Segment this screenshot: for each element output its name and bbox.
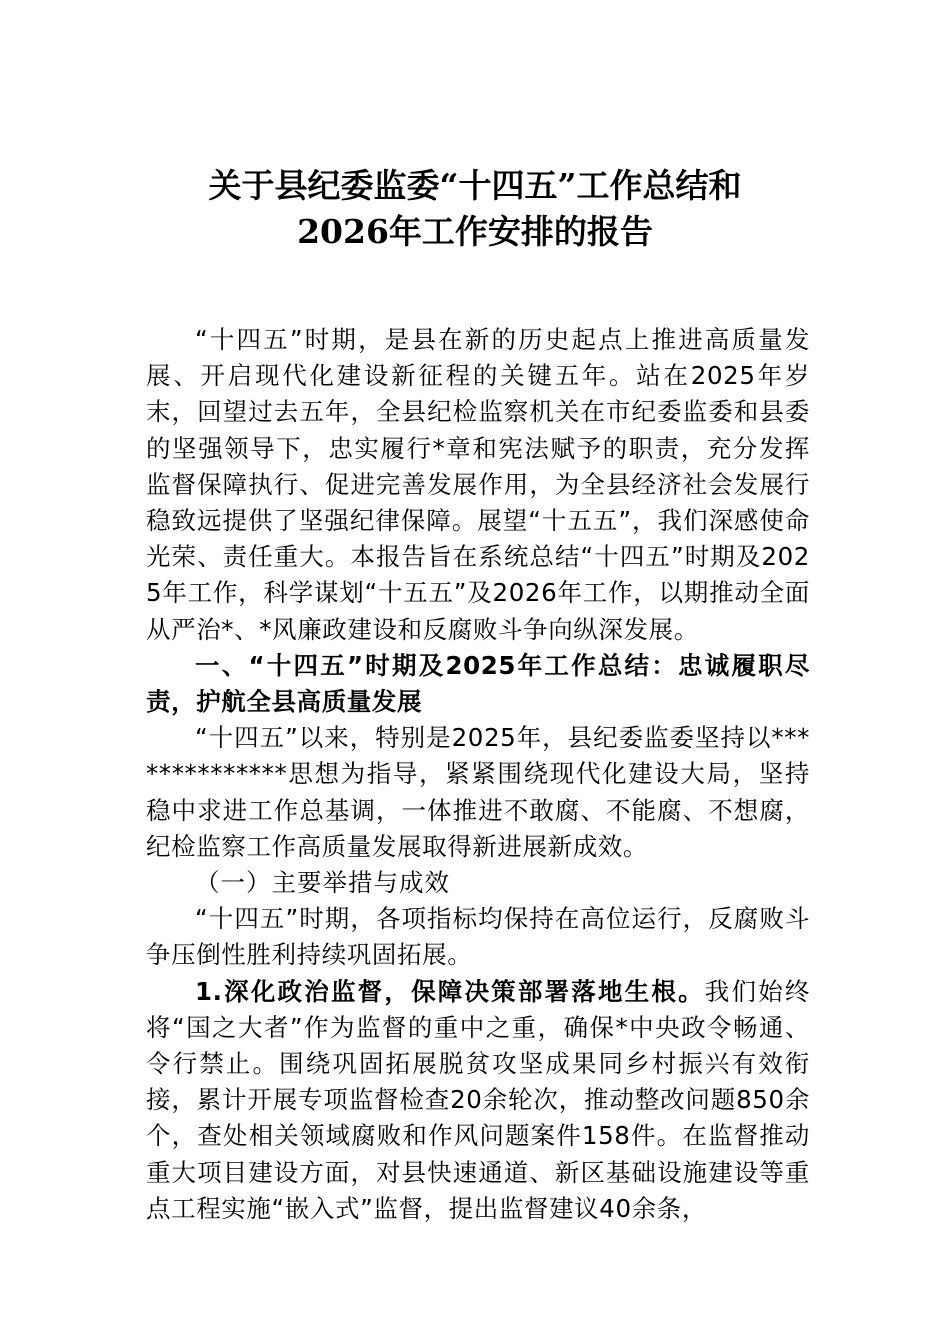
subsection-1-paragraph: “十四五”时期，各项指标均保持在高位运行，反腐败斗争压倒性胜利持续巩固拓展。 [146, 904, 810, 970]
document-body [146, 322, 810, 1227]
item-1-paragraph [146, 974, 810, 1227]
subsection-heading-1: （一）主要举措与成效 [195, 868, 450, 898]
document-title-line-2: 2026年工作安排的报告 [297, 212, 653, 251]
item-1-lead: 1.深化政治监督，保障决策部署落地生根。 [195, 976, 705, 1006]
document-title-line-1: 关于县纪委监委“十四五”工作总结和 [208, 166, 742, 205]
intro-paragraph: “十四五”时期，是县在新的历史起点上推进高质量发展、开启现代化建设新征程的关键五年。站在2025年岁末，回望过去五年，全县纪检监察机关在市纪委监委和县委的坚强领导下，忠实履行*章和宪法赋予的职责，充分发挥监督保障执行、促进完善发展作用，为全县经济社会发展行稳致远提供了坚强纪律保障。展望“十五五”，我们深感使命光荣、责任重大。本报告旨在系统总结“十四五”时期及2025年工作，科学谋划“十五五”及2026年工作，以期推动全面从严治*、*风廉政建设和反腐败斗争向纵深发展。 [146, 325, 810, 644]
section-heading-1: 一、“十四五”时期及2025年工作总结：忠诚履职尽责，护航全县高质量发展 [146, 650, 810, 717]
item-1-text: 我们始终将“国之大者”作为监督的重中之重，确保*中央政令畅通、令行禁止。围绕巩固拓展脱贫攻坚成果同乡村振兴有效衔接，累计开展专项监督检查20余轮次，推动整改问题850余个，查处相关领域腐败和作风问题案件158件。在监督推动重大项目建设方面，对县快速通道、新区基础设施建设等重点工程实施“嵌入式”监督，提出监督建议40余条， [146, 976, 811, 1223]
section-1-paragraph: “十四五”以来，特别是2025年，县纪委监委坚持以**************思想为指导，紧紧围绕现代化建设大局，坚持稳中求进工作总基调，一体推进不敢腐、不能腐、不想腐，纪检监察工作高质量发展取得新进展新成效。 [146, 723, 810, 861]
